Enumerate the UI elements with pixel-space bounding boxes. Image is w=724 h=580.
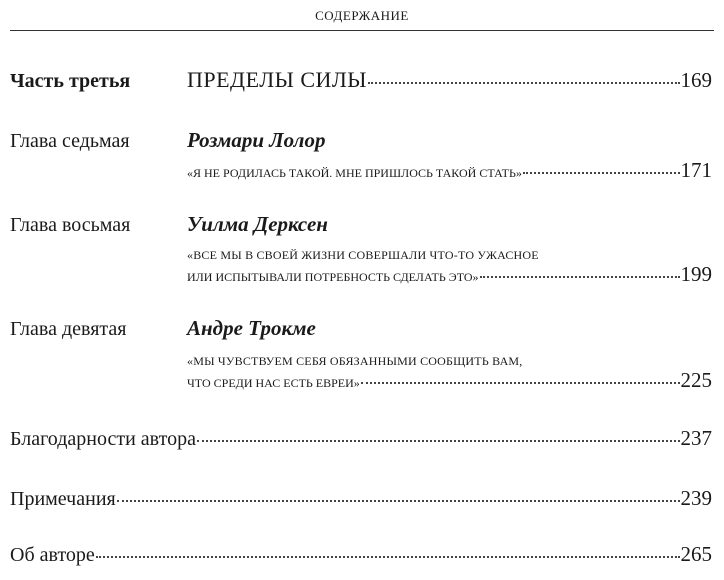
dot-leader	[480, 276, 680, 278]
chapter-quote-line	[187, 158, 712, 183]
chapter-label: Глава девятая	[10, 318, 127, 340]
toc-chapter-entry[interactable]	[0, 126, 724, 182]
chapter-quote-line	[187, 262, 712, 287]
chapter-author: Уилма Дерксен	[187, 212, 328, 236]
page-number: 225	[680, 368, 712, 392]
header-title: СОДЕРЖАНИЕ	[315, 8, 409, 23]
toc-extra-entry[interactable]	[0, 540, 724, 570]
toc-chapter-entry[interactable]	[0, 210, 724, 290]
chapter-author: Розмари Лолор	[187, 128, 326, 152]
dot-leader	[368, 82, 680, 84]
toc-chapter-entry[interactable]	[0, 312, 724, 392]
chapter-quote-line	[187, 368, 712, 393]
chapter-quote: «МЫ ЧУВСТВУЕМ СЕБЯ ОБЯЗАННЫМИ СООБЩИТЬ ВАМ,	[187, 354, 523, 368]
chapter-quote: «ВСЕ МЫ В СВОЕЙ ЖИЗНИ СОВЕРШАЛИ ЧТО-ТО УЖАСНОЕ	[187, 248, 539, 262]
toc-extra-entry[interactable]	[0, 424, 724, 454]
dot-leader	[117, 500, 680, 502]
page-number: 171	[680, 158, 712, 182]
page-number: 169	[680, 68, 712, 92]
extra-line	[10, 486, 712, 511]
toc-part-entry[interactable]	[0, 64, 724, 96]
chapter-quote: ЧТО СРЕДИ НАС ЕСТЬ ЕВРЕИ»	[187, 376, 360, 390]
page-number: 237	[680, 426, 712, 450]
chapter-label: Глава восьмая	[10, 214, 131, 236]
dot-leader	[96, 556, 680, 558]
chapter-author: Андре Трокме	[187, 316, 316, 340]
extra-label: Благодарности автора	[10, 428, 196, 450]
extra-line	[10, 542, 712, 567]
chapter-quote: ИЛИ ИСПЫТЫВАЛИ ПОТРЕБНОСТЬ СДЕЛАТЬ ЭТО»	[187, 270, 479, 284]
extra-line	[10, 426, 712, 451]
part-title-line	[187, 67, 712, 93]
page-number: 265	[680, 542, 712, 566]
page-number: 199	[680, 262, 712, 286]
extra-label: Об авторе	[10, 544, 95, 566]
chapter-label: Глава седьмая	[10, 130, 130, 152]
dot-leader	[361, 382, 680, 384]
running-header	[0, 0, 724, 32]
dot-leader	[197, 440, 680, 442]
chapter-quote: «Я НЕ РОДИЛАСЬ ТАКОЙ. МНЕ ПРИШЛОСЬ ТАКОЙ СТАТЬ»	[187, 166, 522, 180]
toc-extra-entry[interactable]	[0, 484, 724, 514]
part-title: ПРЕДЕЛЫ СИЛЫ	[187, 67, 367, 92]
dot-leader	[523, 172, 680, 174]
part-label: Часть третья	[10, 70, 131, 92]
header-rule	[10, 30, 714, 31]
page-number: 239	[680, 486, 712, 510]
extra-label: Примечания	[10, 488, 116, 510]
